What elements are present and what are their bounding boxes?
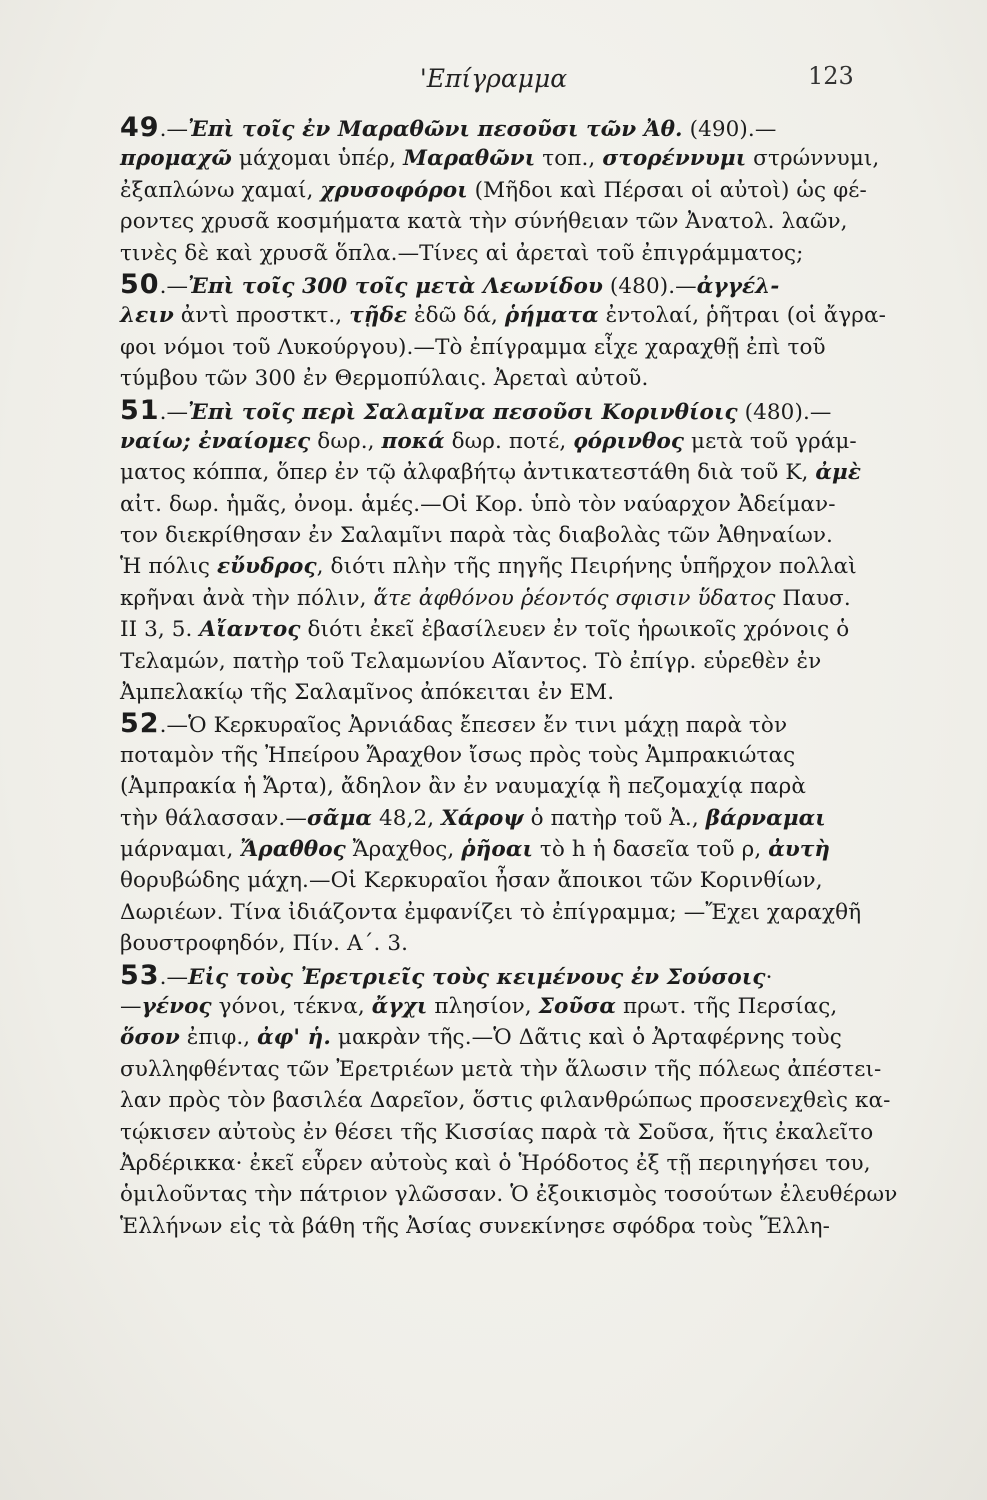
text-run: , διότι πλὴν τῆς πηγῆς Πειρήνης ὑπῆρχον πολλαὶ xyxy=(316,554,857,580)
text-run: ματος κόππα, ὅπερ ἐν τῷ ἀλφαβήτῳ ἀντικατεστάθη διὰ τοῦ Κ, xyxy=(120,460,816,486)
text-run: μάχομαι ὑπέρ, xyxy=(231,146,404,172)
text-run: .— xyxy=(159,273,189,299)
text-run: (480).— xyxy=(737,399,832,425)
emphasized-term: ἀφ' ἡ. xyxy=(257,1025,331,1051)
text-line xyxy=(120,677,880,708)
emphasized-term: Μαραθῶνι xyxy=(403,146,536,172)
emphasized-term: ἄγχι xyxy=(371,993,428,1019)
text-line xyxy=(120,771,880,802)
emphasized-term: ῥήματα xyxy=(504,303,599,329)
text-line xyxy=(120,1022,880,1053)
text-run: τῴκισεν αὐτοὺς ἐν θέσει τῆς Κισσίας παρὰ τὰ Σοῦσα, ἥτις ἐκαλεῖτο xyxy=(120,1119,874,1145)
text-run: λαν πρὸς τὸν βασιλέα Δαρεῖον, ὅστις φιλανθρώπως προσενεχθεὶς κα- xyxy=(120,1088,891,1114)
text-run: συλληφθέντας τῶν Ἐρετριέων μετὰ τὴν ἅλωσιν τῆς πόλεως ἀπέστει- xyxy=(120,1056,882,1082)
text-run: στρώννυμι, xyxy=(746,146,880,172)
entry-number: 50 xyxy=(120,268,160,300)
text-line xyxy=(120,1117,880,1148)
text-line xyxy=(120,143,880,174)
entry-number: 49 xyxy=(120,112,160,143)
emphasized-term: ὅσον xyxy=(120,1025,180,1051)
text-run: — xyxy=(120,993,142,1019)
text-run: .— xyxy=(159,964,189,990)
text-run: (480).— xyxy=(602,273,697,299)
text-run: ἀντὶ προστκτ., xyxy=(173,303,350,329)
emphasized-term: τῇδε xyxy=(349,303,408,329)
text-run: (Ἀμπρακία ἡ Ἄρτα), ἄδηλον ἂν ἐν ναυμαχίᾳ ἢ πεζομαχίᾳ παρὰ xyxy=(120,774,807,800)
text-run: βουστροφηδόν, Πίν. Α΄. 3. xyxy=(120,931,409,957)
emphasized-term: βάρναμαι xyxy=(705,805,826,831)
text-run: ἐπιφ., xyxy=(179,1025,258,1051)
text-run: δωρ., xyxy=(310,428,382,454)
emphasized-term: ποκά xyxy=(381,428,445,454)
text-line xyxy=(120,426,880,457)
text-run: .— xyxy=(159,399,189,425)
text-run: (Μῆδοι καὶ Πέρσαι οἱ αὐτοὶ) ὡς φέ- xyxy=(467,177,867,203)
text-line xyxy=(120,740,880,771)
text-line xyxy=(120,897,880,928)
text-line xyxy=(120,646,880,677)
text-run: γόνοι, τέκνα, xyxy=(211,993,372,1019)
emphasized-term: ϙόρινθος xyxy=(573,428,685,454)
entry-number: 51 xyxy=(120,394,160,426)
text-run: μετὰ τοῦ γράμ- xyxy=(684,428,857,454)
text-line xyxy=(120,457,880,488)
text-line xyxy=(120,834,880,865)
text-run: Ἀρδέρικκα· ἐκεῖ εὗρεν αὐτοὺς καὶ ὁ Ἡρόδοτος ἐξ τῇ περιηγήσει του, xyxy=(120,1150,871,1176)
text-run: διότι ἐκεῖ ἐβασίλευεν ἐν τοῖς ἡρωικοῖς χρόνοις ὁ xyxy=(300,617,850,643)
emphasized-term: ἀμὲ xyxy=(815,460,862,486)
emphasized-term: Χάροψ xyxy=(441,805,524,831)
text-run: ἐντολαί, ῥῆτραι (οἱ ἄγρα- xyxy=(598,303,887,329)
text-run: ὁμιλοῦντας τὴν πάτριον γλῶσσαν. Ὁ ἐξοικισμὸς τοσούτων ἐλευθέρων xyxy=(120,1182,898,1208)
text-run: ἐδῶ δά, xyxy=(407,303,505,329)
emphasized-term: Ἐπὶ τοῖς περὶ Σαλαμῖνα πεσοῦσι Κορινθίοις xyxy=(188,399,738,425)
text-line xyxy=(120,112,880,143)
text-line xyxy=(120,614,880,645)
text-line xyxy=(120,583,880,614)
text-line xyxy=(120,1179,898,1210)
emphasized-term: ἅτε ἀφθόνου ῥέοντός σφισιν ὕδατος xyxy=(373,585,776,611)
emphasized-term: Εἰς τοὺς Ἐρετριεῖς τοὺς κειμένους ἐν Σούσοις xyxy=(188,964,766,990)
text-run: τοπ., xyxy=(535,146,603,172)
emphasized-term: ἀυτὴ xyxy=(768,836,831,862)
text-line xyxy=(120,1211,880,1242)
text-run: Ἡ πόλις xyxy=(120,554,217,580)
emphasized-term: γένος xyxy=(141,993,212,1019)
text-run: τον διεκρίθησαν ἐν Σαλαμῖνι παρὰ τὰς διαβολὰς τῶν Ἀθηναίων. xyxy=(120,523,833,549)
text-line xyxy=(120,1148,880,1179)
text-run: ἐξαπλώνω χαμαί, xyxy=(120,177,321,203)
text-line xyxy=(120,520,880,551)
text-run: αἰτ. δωρ. ἡμᾶς, ὀνομ. ἁμές.—Οἱ Κορ. ὑπὸ τὸν ναύαρχον Ἀδείμαν- xyxy=(120,491,836,517)
text-run: (490).— xyxy=(682,117,777,142)
emphasized-term: ἀγγέλ- xyxy=(696,273,780,299)
emphasized-term: στορέννυμι xyxy=(602,146,747,172)
text-line xyxy=(120,269,880,300)
page-number: 123 xyxy=(808,62,854,90)
emphasized-term: ναίω; ἐναίομες xyxy=(120,428,311,454)
text-run: μάρναμαι, xyxy=(120,836,241,862)
body-text xyxy=(120,112,898,1242)
text-run: τύμβου τῶν 300 ἐν Θερμοπύλαις. Ἀρεταὶ αὐτοῦ. xyxy=(120,366,649,392)
text-line xyxy=(120,1054,880,1085)
text-run: · xyxy=(765,964,773,990)
text-line xyxy=(120,206,880,237)
text-run: ποταμὸν τῆς Ἠπείρου Ἄραχθον ἴσως πρὸς τοὺς Ἀμπρακιώτας xyxy=(120,742,796,768)
entry-number: 52 xyxy=(120,708,160,740)
text-line xyxy=(120,803,880,834)
text-run: τὴν θάλασσαν.— xyxy=(120,805,307,831)
emphasized-term: ῥῆοαι xyxy=(461,836,533,862)
emphasized-term: Ἐπὶ τοῖς ἐν Μαραθῶνι πεσοῦσι τῶν Ἀθ. xyxy=(188,117,683,142)
text-line xyxy=(120,928,880,959)
text-line xyxy=(120,363,880,394)
text-run: Τελαμών, πατὴρ τοῦ Τελαμωνίου Αἴαντος. Τὸ ἐπίγρ. εὑρεθὲν ἐν xyxy=(120,648,822,674)
text-run: μακρὰν τῆς.—Ὁ Δᾶτις καὶ ὁ Ἀρταφέρνης τοὺς xyxy=(330,1025,842,1051)
text-run: τινὲς δὲ καὶ χρυσᾶ ὅπλα.—Τίνες αἱ ἀρεταὶ τοῦ ἐπιγράμματος; xyxy=(120,240,804,266)
text-run: Ἑλλήνων εἰς τὰ βάθη τῆς Ἀσίας συνεκίνησε σφόδρα τοὺς Ἕλλη- xyxy=(120,1213,830,1239)
emphasized-term: Ἄραθθος xyxy=(240,836,346,862)
text-line xyxy=(120,238,880,269)
running-title: 'Επίγραμμα xyxy=(419,64,568,93)
emphasized-term: εὔυδρος xyxy=(216,554,317,580)
text-line xyxy=(120,489,880,520)
text-run: πλησίον, xyxy=(427,993,539,1019)
text-run: τὸ h ἡ δασεῖα τοῦ ρ, xyxy=(532,836,769,862)
text-line xyxy=(120,991,880,1022)
text-run: θορυβώδης μάχη.—Οἱ Κερκυραῖοι ἦσαν ἄποικοι τῶν Κορινθίων, xyxy=(120,868,823,894)
emphasized-term: σᾶμα xyxy=(306,805,373,831)
text-run: Δωριέων. Τίνα ἰδιάζοντα ἐμφανίζει τὸ ἐπίγραμμα; —Ἔχει χαραχθῆ xyxy=(120,899,862,925)
text-run: δωρ. ποτέ, xyxy=(444,428,574,454)
emphasized-term: λειν xyxy=(120,303,174,329)
text-run: πρωτ. τῆς Περσίας, xyxy=(616,993,838,1019)
emphasized-term: Σοῦσα xyxy=(538,993,617,1019)
text-run: Παυσ. xyxy=(775,585,851,611)
text-line xyxy=(120,960,880,991)
text-run: .— xyxy=(159,117,189,142)
text-run: 48,2, xyxy=(372,805,442,831)
text-line xyxy=(120,395,880,426)
text-line xyxy=(120,332,880,363)
text-run: ὁ πατὴρ τοῦ Ἀ., xyxy=(523,805,706,831)
text-line xyxy=(120,1085,891,1116)
emphasized-term: χρυσοφόροι xyxy=(320,177,468,203)
text-run: .—Ὁ Κερκυραῖος Ἀρνιάδας ἔπεσεν ἔν τινι μάχῃ παρὰ τὸν xyxy=(159,713,788,739)
emphasized-term: Ἐπὶ τοῖς 300 τοῖς μετὰ Λεωνίδου xyxy=(188,273,603,299)
text-run: Ἀμπελακίῳ τῆς Σαλαμῖνος ἀπόκειται ἐν ΕΜ. xyxy=(120,680,615,706)
entry-number: 53 xyxy=(120,959,160,991)
text-run: ΙΙ 3, 5. xyxy=(120,617,200,643)
text-line xyxy=(120,175,880,206)
text-line xyxy=(120,551,880,582)
text-line xyxy=(120,300,887,331)
text-run: φοι νόμοι τοῦ Λυκούργου).—Τὸ ἐπίγραμμα εἶχε χαραχθῇ ἐπὶ τοῦ xyxy=(120,334,826,360)
text-line xyxy=(120,708,880,739)
text-line xyxy=(120,865,880,896)
emphasized-term: προμαχῶ xyxy=(120,146,232,172)
text-run: κρῆναι ἀνὰ τὴν πόλιν, xyxy=(120,585,374,611)
emphasized-term: Αἴαντος xyxy=(199,617,301,643)
text-run: ροντες χρυσᾶ κοσμήματα κατὰ τὴν σύνήθειαν τῶν Ἀνατολ. λαῶν, xyxy=(120,209,848,235)
text-run: Ἄραχθος, xyxy=(345,836,462,862)
